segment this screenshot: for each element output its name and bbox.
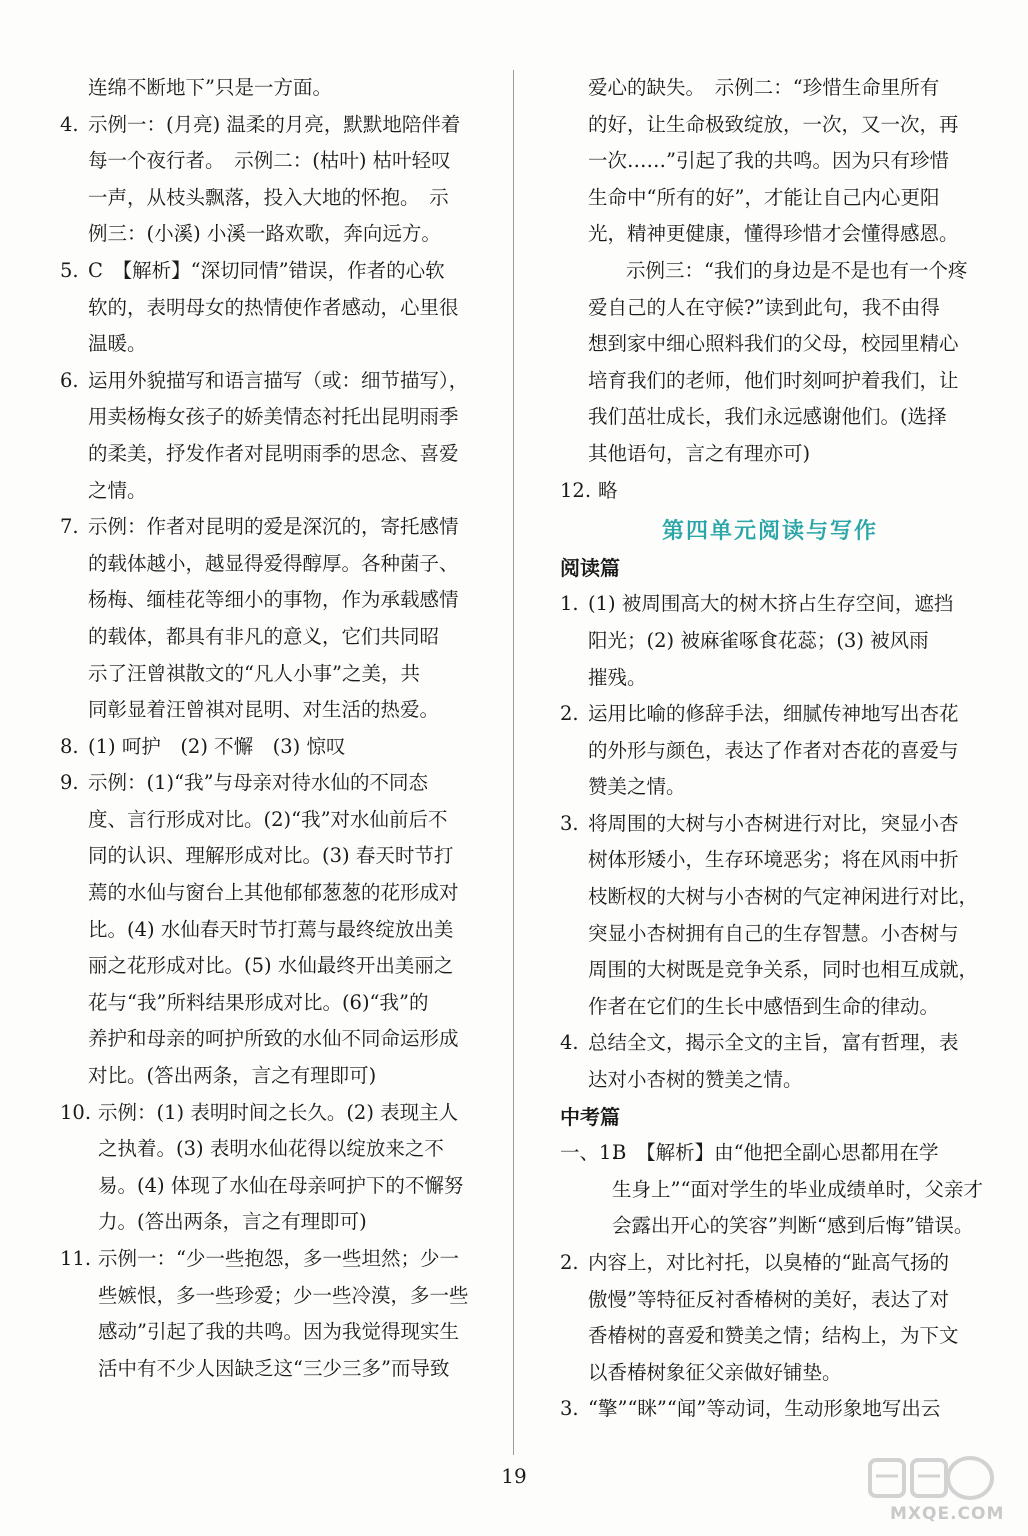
text-line: C 【解析】“深切同情”错误，作者的心软 bbox=[88, 258, 445, 282]
text-line: 蔫的水仙与窗台上其他郁郁葱葱的花形成对 bbox=[88, 881, 459, 905]
text-line: 生命中“所有的好”，才能让自己内心更阳 bbox=[588, 185, 940, 209]
item-number: 9. bbox=[60, 771, 79, 795]
answer-11 bbox=[60, 1241, 480, 1387]
text-line: 些嫉恨，多一些珍爱；少一些冷漠，多一些 bbox=[98, 1283, 469, 1307]
text-line: 略 bbox=[598, 478, 618, 502]
answer-10 bbox=[60, 1095, 480, 1241]
answer-11-continuation bbox=[560, 70, 980, 253]
text-line: 光，精神更健康，懂得珍惜才会懂得感恩。 bbox=[588, 222, 959, 246]
text-line: 示例：(1)“我”与母亲对待水仙的不同态 bbox=[88, 771, 429, 795]
answer-6 bbox=[60, 363, 480, 509]
text-line: 比。(4) 水仙春天时节打蔫与最终绽放出美 bbox=[88, 917, 454, 941]
item-number: 1. bbox=[560, 592, 579, 616]
text-line: 傲慢”等特征反衬香椿树的美好，表达了对 bbox=[588, 1287, 949, 1311]
text-line: 示了汪曾祺散文的“凡人小事”之美，共 bbox=[88, 661, 420, 685]
text-line: 示例一：“少一些抱怨，多一些坦然；少一 bbox=[98, 1247, 459, 1270]
item-number: 4. bbox=[60, 112, 79, 136]
text-line: 培育我们的老师，他们时刻呵护着我们，让 bbox=[588, 368, 959, 392]
text-line: 以香椿树象征父亲做好铺垫。 bbox=[588, 1360, 842, 1384]
text-line: 赞美之情。 bbox=[588, 775, 686, 799]
text-line: 一次……”引起了我的共鸣。因为只有珍惜 bbox=[588, 149, 949, 173]
item-number: 11. bbox=[60, 1247, 92, 1270]
text-line: 活中有不少人因缺乏这“三少三多”而导致 bbox=[98, 1356, 450, 1380]
answer-7 bbox=[60, 509, 480, 729]
text-line: 丽之花形成对比。(5) 水仙最终开出美丽之 bbox=[88, 954, 454, 978]
text-line: 突显小杏树拥有自己的生存智慧。小杏树与 bbox=[588, 921, 959, 945]
text-line: B 【解析】由“他把全副心思都用在学 bbox=[612, 1141, 939, 1165]
section-heading-exam: 中考篇 bbox=[560, 1104, 620, 1129]
text-line: 每一个夜行者。 示例二：(枯叶) 枯叶轻叹 bbox=[88, 149, 451, 173]
text-line: 爱自己的人在守候?”读到此句，我不由得 bbox=[588, 295, 940, 319]
reading-answer-4 bbox=[560, 1025, 980, 1098]
item-number: 8. bbox=[60, 734, 79, 758]
item-number: 6. bbox=[60, 368, 79, 392]
answer-4 bbox=[60, 107, 480, 253]
item-number: 一、1. bbox=[560, 1141, 618, 1165]
text-line: 对比。(答出两条，言之有理即可) bbox=[88, 1064, 377, 1088]
text-line: (1) 被周围高大的树木挤占生存空间，遮挡 bbox=[588, 592, 954, 616]
exam-answer-2 bbox=[560, 1245, 980, 1391]
item-number: 2. bbox=[560, 1251, 579, 1274]
text-line: 爱心的缺失。 示例二：“珍惜生命里所有 bbox=[588, 76, 940, 99]
text-line: 一声，从枝头飘落，投入大地的怀抱。 示 bbox=[88, 185, 449, 209]
text-line: 同的认识、理解形成对比。(3) 春天时节打 bbox=[88, 844, 454, 868]
text-line: 其他语句，言之有理亦可) bbox=[588, 441, 811, 465]
text-line: 示例三：“我们的身边是不是也有一个疼 bbox=[626, 258, 968, 282]
page-number: 19 bbox=[501, 1464, 527, 1488]
answer-12 bbox=[560, 473, 980, 510]
text-line: 示例一：(月亮) 温柔的月亮，默默地陪伴着 bbox=[88, 112, 461, 136]
answer-5 bbox=[60, 253, 480, 363]
reading-answer-1 bbox=[560, 586, 980, 696]
reading-answer-3 bbox=[560, 806, 980, 1026]
item-number: 3. bbox=[560, 811, 579, 835]
text-line: 用卖杨梅女孩子的娇美情态衬托出昆明雨季 bbox=[88, 405, 459, 429]
text-line: 的载体越小，越显得爱得醇厚。各种菌子、 bbox=[88, 551, 459, 575]
text-line: 周围的大树既是竞争关系，同时也相互成就， bbox=[588, 958, 979, 982]
text-line: 树体形矮小，生存环境恶劣；将在风雨中折 bbox=[588, 848, 959, 872]
text-line: 花与“我”所料结果形成对比。(6)“我”的 bbox=[88, 990, 429, 1014]
text-line: 示例：作者对昆明的爱是深沉的，寄托感情 bbox=[88, 515, 459, 539]
item-number: 7. bbox=[60, 515, 79, 539]
item-number: 3. bbox=[560, 1397, 579, 1421]
text-line: “擎”“眯”“闻”等动词，生动形象地写出云 bbox=[588, 1397, 941, 1421]
text-line: 将周围的大树与小杏树进行对比，突显小杏 bbox=[588, 811, 959, 835]
exam-answer-1 bbox=[560, 1135, 983, 1245]
text-line: 感动”引起了我的共鸣。因为我觉得现实生 bbox=[98, 1320, 459, 1344]
watermark-url: MXQE.COM bbox=[890, 1504, 1005, 1524]
text-line: 温暖。 bbox=[88, 332, 147, 356]
text-line: 之执着。(3) 表明水仙花得以绽放来之不 bbox=[98, 1137, 444, 1161]
text-line: 易。(4) 体现了水仙在母亲呵护下的不懈努 bbox=[98, 1173, 464, 1197]
item-number: 5. bbox=[60, 258, 79, 282]
item-number: 4. bbox=[560, 1031, 579, 1055]
exam-answer-3 bbox=[560, 1391, 980, 1428]
text-line: 作者在它们的生长中感悟到生命的律动。 bbox=[588, 994, 940, 1018]
answer-8 bbox=[60, 729, 480, 766]
left-column bbox=[60, 70, 480, 1387]
text-line: 生身上”“面对学生的毕业成绩单时，父亲才 bbox=[612, 1177, 983, 1201]
text-line: 软的，表明母女的热情使作者感动，心里很 bbox=[88, 295, 459, 319]
answer-11-example3 bbox=[560, 253, 980, 473]
text-line: 内容上，对比衬托，以臭椿的“趾高气扬的 bbox=[588, 1251, 949, 1274]
text-line: 想到家中细心照料我们的父母，校园里精心 bbox=[588, 332, 959, 356]
text-line: 达对小杏树的赞美之情。 bbox=[588, 1068, 803, 1092]
text-line: 力。(答出两条，言之有理即可) bbox=[98, 1210, 367, 1234]
text-line: 枝断杈的大树与小杏树的气定神闲进行对比， bbox=[588, 885, 979, 909]
watermark-logo bbox=[850, 1456, 1006, 1528]
text-line: 的好，让生命极致绽放，一次，又一次，再 bbox=[588, 112, 959, 136]
text-line: 同彰显着汪曾祺对昆明、对生活的热爱。 bbox=[88, 698, 440, 722]
right-column bbox=[560, 70, 983, 1428]
text-line: 示例：(1) 表明时间之长久。(2) 表现主人 bbox=[98, 1100, 459, 1124]
text-line: (1) 呵护 (2) 不懈 (3) 惊叹 bbox=[88, 734, 346, 758]
text-line: 总结全文，揭示全文的主旨，富有哲理，表 bbox=[588, 1031, 959, 1055]
text-line: 运用外貌描写和语言描写（或：细节描写）， bbox=[88, 368, 469, 392]
item-number: 2. bbox=[560, 702, 579, 726]
text-line: 的外形与颜色，表达了作者对杏花的喜爱与 bbox=[588, 738, 959, 762]
text-line: 连绵不断地下”只是一方面。 bbox=[88, 76, 332, 99]
text-line: 杨梅、缅桂花等细小的事物，作为承载感情 bbox=[88, 588, 459, 612]
item-number: 10. bbox=[60, 1100, 92, 1124]
text-line: 阳光；(2) 被麻雀啄食花蕊；(3) 被风雨 bbox=[588, 628, 929, 652]
text-line: 例三：(小溪) 小溪一路欢歌，奔向远方。 bbox=[88, 222, 441, 246]
answer-9 bbox=[60, 765, 480, 1094]
section-heading-reading: 阅读篇 bbox=[560, 555, 620, 580]
text-line: 我们茁壮成长，我们永远感谢他们。(选择 bbox=[588, 405, 947, 429]
text-line: 养护和母亲的呵护所致的水仙不同命运形成 bbox=[88, 1027, 459, 1051]
text-line: 香椿树的喜爱和赞美之情；结构上，为下文 bbox=[588, 1324, 959, 1348]
reading-answer-2 bbox=[560, 696, 980, 806]
text-line: 摧残。 bbox=[588, 665, 647, 689]
unit-title: 第四单元阅读与写作 bbox=[661, 518, 878, 545]
text-line: 的载体，都具有非凡的意义，它们共同昭 bbox=[88, 624, 440, 648]
answer-3-continuation bbox=[60, 70, 480, 107]
text-line: 会露出开心的笑容”判断“感到后悔”错误。 bbox=[612, 1214, 974, 1238]
text-line: 的柔美，抒发作者对昆明雨季的思念、喜爱 bbox=[88, 441, 459, 465]
column-divider bbox=[513, 70, 514, 1455]
text-line: 之情。 bbox=[88, 478, 147, 502]
text-line: 度、言行形成对比。(2)“我”对水仙前后不 bbox=[88, 807, 448, 831]
item-number: 12. bbox=[560, 478, 592, 502]
text-line: 运用比喻的修辞手法，细腻传神地写出杏花 bbox=[588, 702, 959, 726]
